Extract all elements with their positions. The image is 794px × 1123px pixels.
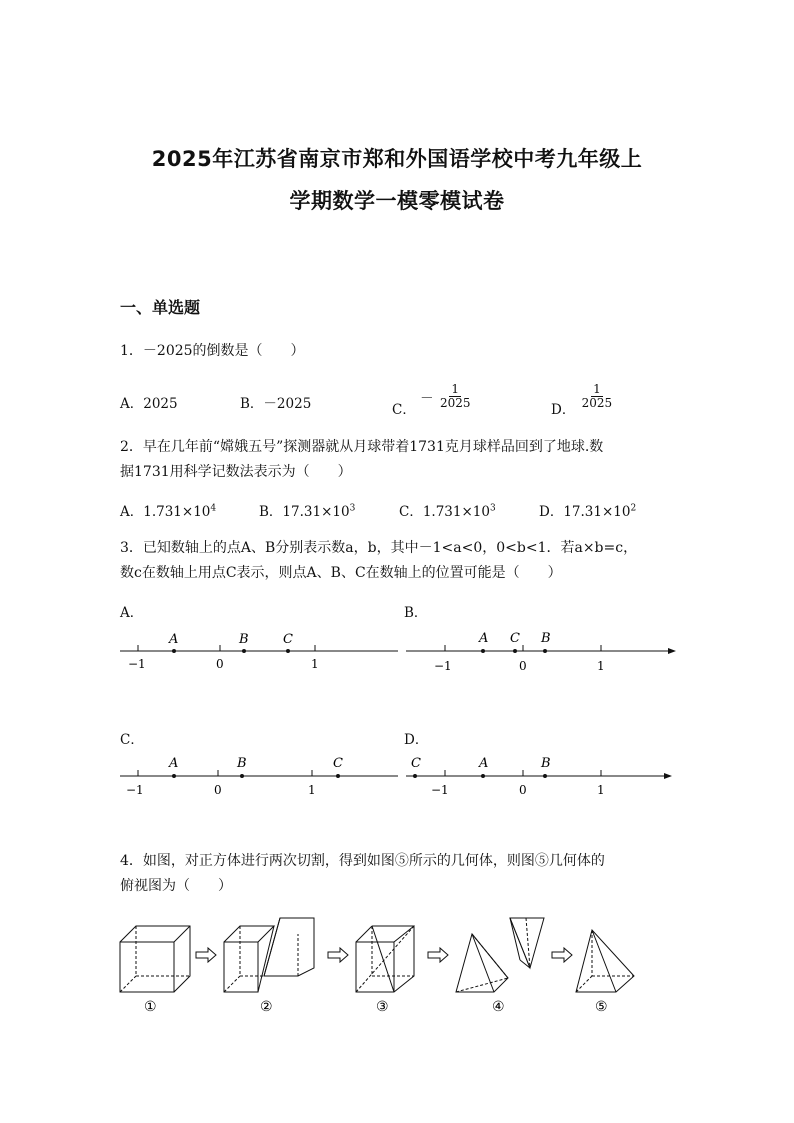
q1-option-d-fraction: [580, 383, 615, 410]
q3-option-d-label: D．: [404, 732, 429, 748]
point-a-label: A: [169, 756, 179, 771]
point-a: [481, 649, 485, 653]
point-a: [172, 649, 176, 653]
arrow-right-icon: [196, 948, 216, 962]
q1-option-a: A．2025: [120, 396, 178, 412]
number-line-c: [118, 752, 400, 800]
q1-c-numerator: 1: [451, 382, 460, 396]
number-line-d: [404, 752, 680, 800]
q3-option-b-label: B．: [404, 605, 428, 621]
point-c: [336, 774, 340, 778]
point-b-label: B: [541, 756, 551, 771]
tick-label-minus1: −1: [128, 657, 146, 671]
tick-label-0: 0: [519, 783, 527, 797]
point-c: [286, 649, 290, 653]
figure-4-pieces: [456, 918, 544, 992]
q2-d-exponent: 2: [630, 503, 637, 514]
page-title-line1: 2025年江苏省南京市郑和外国语学校中考九年级上: [151, 147, 643, 171]
point-b-label: B: [237, 756, 247, 771]
figure-2-split-cube: [224, 918, 314, 992]
tick-label-minus1: −1: [431, 783, 449, 797]
figure-2-label: ②: [260, 999, 273, 1015]
q2-a-base: A．1.731×10: [120, 504, 211, 520]
point-c-label: C: [283, 632, 293, 647]
figure-1-label: ①: [144, 999, 157, 1015]
q2-b-exponent: 3: [349, 503, 356, 514]
q3-option-a-label: A．: [120, 605, 144, 621]
arrow-right-icon: [428, 948, 448, 962]
q1-d-numerator: 1: [593, 382, 601, 396]
arrow-right-icon: [328, 948, 348, 962]
figure-5-solid: [576, 930, 634, 992]
tick-label-0: 0: [216, 657, 224, 671]
point-b: [240, 774, 244, 778]
point-c: [413, 774, 417, 778]
point-c-label: C: [411, 756, 421, 771]
q3-option-c-label: C．: [120, 732, 144, 748]
point-b: [543, 774, 547, 778]
point-a: [172, 774, 176, 778]
point-a: [481, 774, 485, 778]
section-heading: 一、单选题: [120, 298, 201, 317]
question-4-line2: 俯视图为（ ）: [120, 878, 232, 894]
point-a-label: A: [479, 756, 489, 771]
tick-label-1: 1: [597, 659, 605, 673]
q2-d-base: D．17.31×10: [539, 504, 631, 520]
figure-1-cube: [120, 926, 190, 992]
page-title-line2: 学期数学一模零模试卷: [289, 189, 505, 213]
figure-5-label: ⑤: [595, 999, 608, 1015]
q2-b-base: B．17.31×10: [259, 504, 350, 520]
question-3-line2: 数c在数轴上用点C表示，则点A、B、C在数轴上的位置可能是（ ）: [120, 565, 562, 581]
question-2-line1: 2．早在几年前“嫦娥五号”探测器就从月球带着1731克月球样品回到了地球.数: [120, 439, 604, 455]
q1-option-c-sign: －: [420, 390, 434, 407]
point-b-label: B: [239, 632, 249, 647]
q2-option-c: [399, 500, 496, 520]
point-b-label: B: [541, 631, 551, 646]
tick-label-minus1: −1: [434, 659, 452, 673]
cube-cutting-figures: [114, 908, 644, 1016]
question-3-line1: 3．已知数轴上的点A、B分别表示数a，b，其中－1<a<0，0<b<1．若a×b=c，: [120, 540, 638, 556]
tick-label-minus1: −1: [126, 783, 144, 797]
figure-3-label: ③: [376, 999, 389, 1015]
number-line-a: [118, 626, 400, 674]
arrow-right-icon: [552, 948, 572, 962]
q2-option-a: [120, 500, 216, 520]
question-2-line2: 据1731用科学记数法表示为（ ）: [120, 464, 352, 480]
q2-a-exponent: 4: [210, 503, 217, 514]
axis-arrow-icon: [668, 648, 676, 654]
point-b: [543, 649, 547, 653]
q1-c-denominator: 2025: [439, 396, 471, 410]
number-line-b: [404, 626, 680, 674]
question-1-stem: 1．－2025的倒数是（ ）: [120, 343, 305, 359]
point-a-label: A: [479, 631, 489, 646]
figure-3-prism: [356, 926, 414, 992]
point-c: [513, 649, 517, 653]
tick-label-1: 1: [308, 783, 316, 797]
question-4-line1: 4．如图，对正方体进行两次切割，得到如图⑤所示的几何体，则图⑤几何体的: [120, 853, 605, 869]
tick-label-1: 1: [311, 657, 319, 671]
q2-c-base: C．1.731×10: [399, 504, 490, 520]
q1-option-c-fraction: [438, 383, 473, 410]
axis-arrow-icon: [664, 773, 672, 779]
q1-option-c: [392, 383, 472, 418]
point-b: [242, 649, 246, 653]
q2-option-d: [539, 500, 636, 520]
q1-option-c-prefix: C．: [392, 402, 416, 418]
q2-option-b: [259, 500, 355, 520]
point-c-label: C: [510, 631, 520, 646]
q1-option-b: B．－2025: [240, 396, 312, 412]
tick-label-0: 0: [519, 659, 527, 673]
q2-c-exponent: 3: [489, 503, 496, 514]
point-a-label: A: [169, 632, 179, 647]
tick-label-0: 0: [214, 783, 222, 797]
tick-label-1: 1: [597, 783, 605, 797]
figure-4-label: ④: [492, 999, 505, 1015]
q1-option-d: [551, 383, 614, 418]
q1-option-d-prefix: D．: [551, 402, 576, 418]
q1-d-denominator: 2025: [581, 396, 613, 410]
point-c-label: C: [333, 756, 343, 771]
